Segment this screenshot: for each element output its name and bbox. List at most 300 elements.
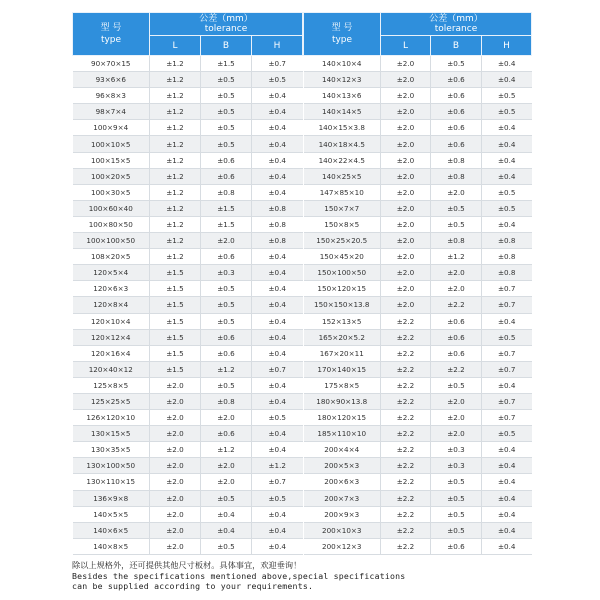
type-cell: 140×25×5 [304,168,381,184]
tol-h-cell: ±0.4 [482,474,532,490]
tol-h-cell: ±0.5 [482,184,532,200]
tol-l-cell: ±2.0 [150,522,201,538]
tol-l-cell: ±2.2 [381,393,431,409]
tol-h-cell: ±0.4 [482,56,532,72]
tol-l-cell: ±2.0 [381,249,431,265]
type-cell: 175×8×5 [304,377,381,393]
tol-l-cell: ±2.2 [381,458,431,474]
footer-note-cn: 除以上规格外，还可提供其他尺寸板材。具体事宜，欢迎垂询！ [72,560,302,570]
table-row [73,377,303,393]
table-row [304,490,532,506]
type-cell: 150×8×5 [304,216,381,232]
table-row [73,538,303,554]
table-row [304,442,532,458]
tol-b-cell: ±0.4 [201,506,252,522]
type-cell: 130×35×5 [73,442,150,458]
tol-h-cell: ±0.4 [482,377,532,393]
tol-h-cell: ±0.4 [252,184,303,200]
spec-table-left [72,12,303,555]
table-row [304,233,532,249]
table-row [73,297,303,313]
tol-l-cell: ±2.2 [381,410,431,426]
tol-h-cell: ±0.8 [252,216,303,232]
table-row [304,184,532,200]
tol-l-cell: ±2.2 [381,442,431,458]
type-cell: 140×12×3 [304,72,381,88]
tol-b-cell: ±0.5 [201,490,252,506]
tol-h-cell: ±0.7 [482,297,532,313]
table-row [73,313,303,329]
tol-b-cell: ±0.6 [201,152,252,168]
tol-b-cell: ±0.6 [201,426,252,442]
tol-l-cell: ±2.0 [381,120,431,136]
tolerance-header [381,13,532,36]
type-cell: 120×12×4 [73,329,150,345]
table-row [304,458,532,474]
tol-l-cell: ±2.0 [381,152,431,168]
tolerance-header [150,13,303,36]
table-row [73,345,303,361]
footer-note-en-2: can be supplied according to your requirements. [72,581,314,591]
table-row [73,200,303,216]
table-row [304,249,532,265]
type-cell: 100×10×5 [73,136,150,152]
table-row [73,104,303,120]
type-cell: 147×85×10 [304,184,381,200]
tol-l-cell: ±2.2 [381,490,431,506]
table-row [304,281,532,297]
tol-b-cell: ±0.6 [431,104,482,120]
tol-l-cell: ±1.2 [150,88,201,104]
tol-h-cell: ±0.4 [482,442,532,458]
table-row [73,168,303,184]
tol-b-cell: ±2.0 [431,265,482,281]
type-cell: 150×7×7 [304,200,381,216]
tol-b-cell: ±1.2 [201,361,252,377]
spec-table-right-body [304,56,532,555]
tol-b-cell: ±0.6 [431,72,482,88]
table-row [73,458,303,474]
tol-l-cell: ±2.0 [381,297,431,313]
tol-b-cell: ±2.2 [431,361,482,377]
type-cell: 100×80×50 [73,216,150,232]
table-row [304,88,532,104]
tol-b-cell: ±0.4 [201,522,252,538]
tol-l-cell: ±2.2 [381,377,431,393]
table-row [304,168,532,184]
table-row [304,474,532,490]
tol-b-cell: ±0.6 [431,88,482,104]
tol-h-cell: ±0.8 [252,233,303,249]
tol-b-cell: ±0.8 [201,393,252,409]
table-row [304,265,532,281]
footer-note-en-1: Besides the specifications mentioned above,special specifications [72,570,406,581]
tol-l-cell: ±1.5 [150,313,201,329]
type-cell: 125×8×5 [73,377,150,393]
tol-l-cell: ±2.0 [150,506,201,522]
type-cell: 170×140×15 [304,361,381,377]
tol-l-cell: ±2.0 [150,410,201,426]
tol-l-cell: ±2.0 [381,281,431,297]
type-header-en: type [331,35,353,45]
tol-h-cell: ±0.7 [252,56,303,72]
tol-b-cell: ±0.5 [431,522,482,538]
type-cell: 120×6×3 [73,281,150,297]
tol-b-cell: ±0.6 [431,120,482,136]
tol-l-cell: ±2.2 [381,538,431,554]
tol-l-cell: ±1.2 [150,184,201,200]
tol-h-cell: ±0.4 [252,120,303,136]
type-cell: 140×13×6 [304,88,381,104]
tol-l-cell: ±1.2 [150,104,201,120]
tol-h-cell: ±1.2 [252,458,303,474]
tol-h-cell: ±0.7 [482,281,532,297]
tol-b-cell: ±0.6 [431,329,482,345]
type-cell: 120×8×4 [73,297,150,313]
tol-h-cell: ±0.5 [482,200,532,216]
tol-b-cell: ±0.5 [201,72,252,88]
tol-l-cell: ±2.0 [381,168,431,184]
type-cell: 96×8×3 [73,88,150,104]
table-row [73,120,303,136]
tol-b-cell: ±1.5 [201,200,252,216]
tol-b-cell: ±0.3 [201,265,252,281]
type-cell: 100×9×4 [73,120,150,136]
tol-b-cell: ±2.0 [431,426,482,442]
type-cell: 140×5×5 [73,506,150,522]
tol-b-cell: ±0.8 [431,233,482,249]
tol-b-cell: ±1.5 [201,216,252,232]
tol-l-cell: ±1.5 [150,361,201,377]
type-cell: 150×100×50 [304,265,381,281]
tol-b-cell: ±0.3 [431,442,482,458]
col-l-header: L [150,36,201,56]
tol-l-cell: ±2.0 [150,442,201,458]
tol-b-cell: ±0.5 [431,490,482,506]
tol-h-cell: ±0.4 [482,216,532,232]
type-cell: 140×10×4 [304,56,381,72]
tol-h-cell: ±0.4 [482,506,532,522]
table-row [304,377,532,393]
tol-b-cell: ±0.6 [431,345,482,361]
tol-h-cell: ±0.5 [482,426,532,442]
type-cell: 130×15×5 [73,426,150,442]
tol-b-cell: ±0.8 [431,168,482,184]
tol-b-cell: ±0.6 [431,538,482,554]
type-cell: 93×6×6 [73,72,150,88]
table-row [73,281,303,297]
type-cell: 200×5×3 [304,458,381,474]
tol-b-cell: ±2.0 [201,458,252,474]
tol-b-cell: ±1.5 [201,56,252,72]
type-cell: 130×100×50 [73,458,150,474]
type-cell: 100×100×50 [73,233,150,249]
tol-h-cell: ±0.5 [482,329,532,345]
table-row [73,265,303,281]
tol-h-cell: ±0.5 [252,490,303,506]
table-row [73,506,303,522]
tol-l-cell: ±2.0 [381,56,431,72]
col-b-header: B [201,36,252,56]
footer-note [72,560,405,592]
type-cell: 180×90×13.8 [304,393,381,409]
tol-h-cell: ±0.4 [482,522,532,538]
table-row [304,216,532,232]
tol-l-cell: ±2.0 [381,184,431,200]
type-cell: 165×20×5.2 [304,329,381,345]
table-row [304,361,532,377]
table-row [304,200,532,216]
col-b-header: B [431,36,482,56]
table-row [304,313,532,329]
type-cell: 140×6×5 [73,522,150,538]
tol-l-cell: ±2.0 [150,538,201,554]
tol-h-cell: ±0.4 [482,168,532,184]
tol-h-cell: ±0.4 [482,313,532,329]
tol-h-cell: ±0.7 [482,393,532,409]
tol-l-cell: ±1.5 [150,265,201,281]
tol-b-cell: ±0.3 [431,458,482,474]
tol-l-cell: ±1.2 [150,72,201,88]
tol-b-cell: ±1.2 [201,442,252,458]
table-row [73,216,303,232]
tol-b-cell: ±0.6 [201,249,252,265]
tol-b-cell: ±0.5 [201,538,252,554]
tol-l-cell: ±2.2 [381,474,431,490]
table-row [73,72,303,88]
tol-l-cell: ±2.0 [381,200,431,216]
tol-l-cell: ±1.5 [150,345,201,361]
type-cell: 100×15×5 [73,152,150,168]
tol-l-cell: ±2.0 [150,426,201,442]
tol-l-cell: ±2.2 [381,361,431,377]
tol-l-cell: ±1.2 [150,136,201,152]
tol-l-cell: ±2.2 [381,313,431,329]
tol-b-cell: ±0.5 [201,377,252,393]
tol-h-cell: ±0.4 [252,104,303,120]
tol-l-cell: ±2.0 [150,458,201,474]
type-cell: 200×12×3 [304,538,381,554]
type-cell: 200×7×3 [304,490,381,506]
tol-b-cell: ±2.0 [431,281,482,297]
tol-b-cell: ±0.5 [431,56,482,72]
table-row [304,152,532,168]
table-row [304,538,532,554]
tol-b-cell: ±2.0 [431,184,482,200]
type-header-en: type [100,35,122,45]
table-row [73,442,303,458]
tol-h-cell: ±0.4 [252,249,303,265]
tol-h-cell: ±0.7 [252,474,303,490]
tolerance-header-cn: 公差（mm） [429,14,483,24]
tol-b-cell: ±2.0 [201,233,252,249]
col-h-header: H [482,36,532,56]
type-cell: 140×14×5 [304,104,381,120]
tol-l-cell: ±1.2 [150,152,201,168]
tol-b-cell: ±2.0 [201,474,252,490]
tol-h-cell: ±0.7 [252,361,303,377]
table-row [304,393,532,409]
type-cell: 126×120×10 [73,410,150,426]
type-cell: 150×45×20 [304,249,381,265]
tol-l-cell: ±1.2 [150,249,201,265]
type-cell: 100×30×5 [73,184,150,200]
tol-b-cell: ±2.0 [431,393,482,409]
col-l-header: L [381,36,431,56]
tol-h-cell: ±0.4 [482,458,532,474]
tol-l-cell: ±2.2 [381,426,431,442]
table-row [304,136,532,152]
col-h-header: H [252,36,303,56]
tol-l-cell: ±2.0 [150,377,201,393]
tol-h-cell: ±0.4 [252,313,303,329]
tol-h-cell: ±0.4 [252,522,303,538]
tol-h-cell: ±0.8 [252,200,303,216]
table-row [304,104,532,120]
tol-l-cell: ±2.0 [381,233,431,249]
tol-h-cell: ±0.4 [252,88,303,104]
type-cell: 167×20×11 [304,345,381,361]
type-cell: 152×13×5 [304,313,381,329]
tol-h-cell: ±0.4 [482,152,532,168]
tol-l-cell: ±2.0 [150,474,201,490]
tol-b-cell: ±0.5 [431,200,482,216]
type-cell: 180×120×15 [304,410,381,426]
tol-h-cell: ±0.8 [482,249,532,265]
type-cell: 185×110×10 [304,426,381,442]
tol-b-cell: ±0.6 [201,345,252,361]
tolerance-header-en: tolerance [204,24,248,34]
tol-l-cell: ±2.0 [150,490,201,506]
type-cell: 150×150×13.8 [304,297,381,313]
tol-h-cell: ±0.4 [252,152,303,168]
tol-l-cell: ±2.0 [150,393,201,409]
tolerance-header-cn: 公差（mm） [199,14,253,24]
tol-h-cell: ±0.4 [252,168,303,184]
tol-h-cell: ±0.8 [482,233,532,249]
type-cell: 100×20×5 [73,168,150,184]
tol-l-cell: ±2.2 [381,506,431,522]
type-header [304,13,381,56]
table-row [304,410,532,426]
tol-b-cell: ±1.2 [431,249,482,265]
tol-h-cell: ±0.4 [252,393,303,409]
tol-l-cell: ±2.0 [381,265,431,281]
tol-l-cell: ±2.0 [381,136,431,152]
tol-b-cell: ±0.5 [201,281,252,297]
tol-l-cell: ±2.0 [381,216,431,232]
type-cell: 100×60×40 [73,200,150,216]
table-row [73,152,303,168]
tol-l-cell: ±1.2 [150,233,201,249]
type-cell: 136×9×8 [73,490,150,506]
table-row [304,426,532,442]
table-row [304,297,532,313]
table-row [73,136,303,152]
tol-h-cell: ±0.7 [482,345,532,361]
table-row [73,329,303,345]
tol-l-cell: ±2.0 [381,104,431,120]
type-cell: 98×7×4 [73,104,150,120]
tol-l-cell: ±1.2 [150,200,201,216]
type-cell: 130×110×15 [73,474,150,490]
tol-h-cell: ±0.5 [252,72,303,88]
tol-h-cell: ±0.4 [482,490,532,506]
table-row [73,426,303,442]
tol-h-cell: ±0.4 [252,345,303,361]
tol-b-cell: ±0.5 [431,474,482,490]
type-cell: 140×22×4.5 [304,152,381,168]
type-cell: 140×8×5 [73,538,150,554]
table-row [73,474,303,490]
tol-b-cell: ±0.6 [431,136,482,152]
tol-h-cell: ±0.7 [482,361,532,377]
tolerance-header-en: tolerance [434,24,478,34]
tol-h-cell: ±0.4 [252,265,303,281]
table-row [304,522,532,538]
tol-h-cell: ±0.5 [252,410,303,426]
tol-h-cell: ±0.5 [482,104,532,120]
type-cell: 120×16×4 [73,345,150,361]
type-header-cn: 型 号 [331,23,353,33]
tol-b-cell: ±0.6 [201,168,252,184]
tol-l-cell: ±1.2 [150,120,201,136]
tol-b-cell: ±0.6 [431,313,482,329]
table-row [304,329,532,345]
type-cell: 120×40×12 [73,361,150,377]
tol-h-cell: ±0.4 [252,377,303,393]
tol-h-cell: ±0.4 [482,538,532,554]
type-cell: 200×6×3 [304,474,381,490]
table-row [73,233,303,249]
tol-l-cell: ±2.0 [381,72,431,88]
type-cell: 140×18×4.5 [304,136,381,152]
tol-h-cell: ±0.4 [252,136,303,152]
tol-b-cell: ±0.6 [201,329,252,345]
tol-h-cell: ±0.8 [482,265,532,281]
type-cell: 150×120×15 [304,281,381,297]
tol-b-cell: ±2.2 [431,297,482,313]
tol-h-cell: ±0.4 [482,72,532,88]
spec-table-left-body [73,56,303,555]
table-row [304,506,532,522]
tol-h-cell: ±0.4 [482,136,532,152]
tol-b-cell: ±2.0 [201,410,252,426]
tol-h-cell: ±0.4 [252,538,303,554]
tol-b-cell: ±0.5 [431,377,482,393]
tol-l-cell: ±1.5 [150,329,201,345]
tol-b-cell: ±0.5 [201,88,252,104]
tol-l-cell: ±1.2 [150,168,201,184]
tol-h-cell: ±0.4 [252,442,303,458]
table-row [73,249,303,265]
type-cell: 200×9×3 [304,506,381,522]
type-cell: 200×4×4 [304,442,381,458]
tol-l-cell: ±2.2 [381,522,431,538]
tol-l-cell: ±2.0 [381,88,431,104]
table-row [304,56,532,72]
type-cell: 200×10×3 [304,522,381,538]
tol-h-cell: ±0.4 [252,329,303,345]
tol-b-cell: ±0.8 [431,152,482,168]
tol-b-cell: ±2.0 [431,410,482,426]
table-row [73,393,303,409]
tol-b-cell: ±0.5 [201,313,252,329]
table-row [73,522,303,538]
tol-h-cell: ±0.7 [482,410,532,426]
tol-b-cell: ±0.5 [201,120,252,136]
tol-l-cell: ±2.2 [381,329,431,345]
